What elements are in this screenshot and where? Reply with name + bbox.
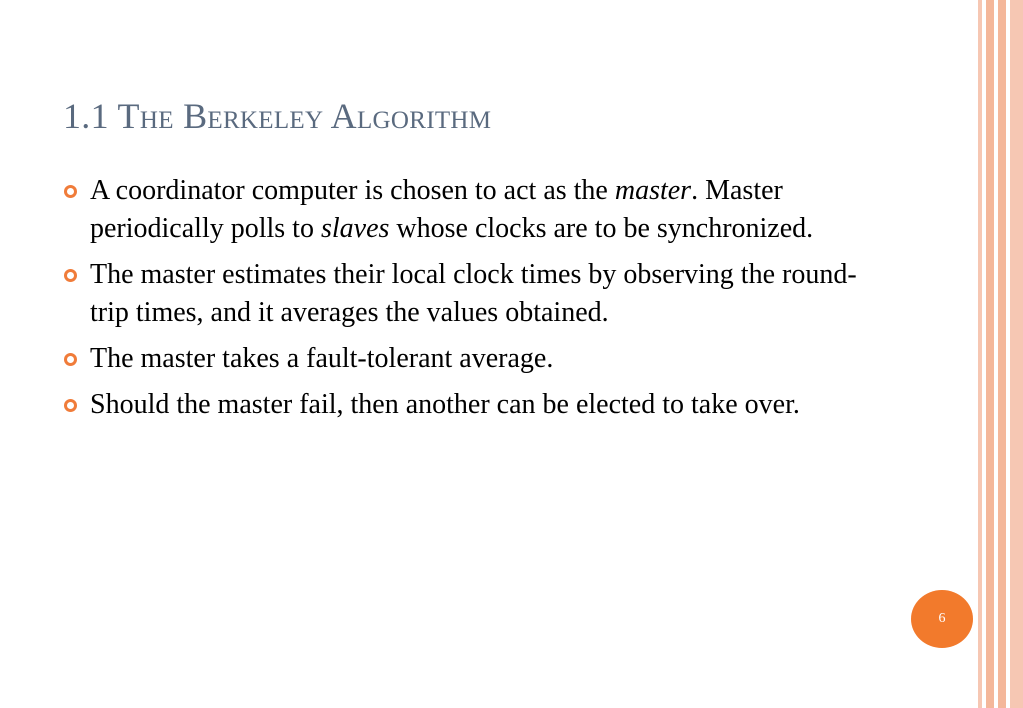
bullet-list bbox=[63, 172, 893, 432]
bullet-text: Should the master fail, then another can be elected to take over. bbox=[90, 389, 800, 420]
slide-title: 1.1 The Berkeley Algorithm bbox=[63, 96, 492, 136]
bullet-item bbox=[63, 340, 893, 378]
bullet-text bbox=[90, 175, 813, 244]
bullet-item bbox=[63, 172, 893, 248]
bullet-icon bbox=[64, 269, 77, 282]
emphasized-term: master bbox=[614, 175, 692, 206]
decorative-stripe bbox=[998, 0, 1006, 708]
page-number: 6 bbox=[938, 611, 946, 626]
bullet-icon bbox=[64, 399, 77, 412]
bullet-text-segment: A coordinator computer is chosen to act as the bbox=[90, 175, 615, 206]
bullet-text: The master estimates their local clock times by observing the round-trip times, and it averages the values obtained. bbox=[90, 259, 857, 328]
decorative-stripe bbox=[1010, 0, 1023, 708]
bullet-icon bbox=[64, 185, 77, 198]
page-number-badge bbox=[911, 590, 973, 648]
bullet-item bbox=[63, 256, 893, 332]
bullet-text: The master takes a fault-tolerant average. bbox=[90, 343, 554, 374]
bullet-text-segment: . Master periodically polls to bbox=[90, 175, 783, 244]
decorative-stripe bbox=[986, 0, 994, 708]
emphasized-term: slaves bbox=[320, 213, 390, 244]
bullet-icon bbox=[64, 353, 77, 366]
bullet-item bbox=[63, 386, 893, 424]
bullet-text-segment: whose clocks are to be synchronized. bbox=[389, 213, 814, 244]
